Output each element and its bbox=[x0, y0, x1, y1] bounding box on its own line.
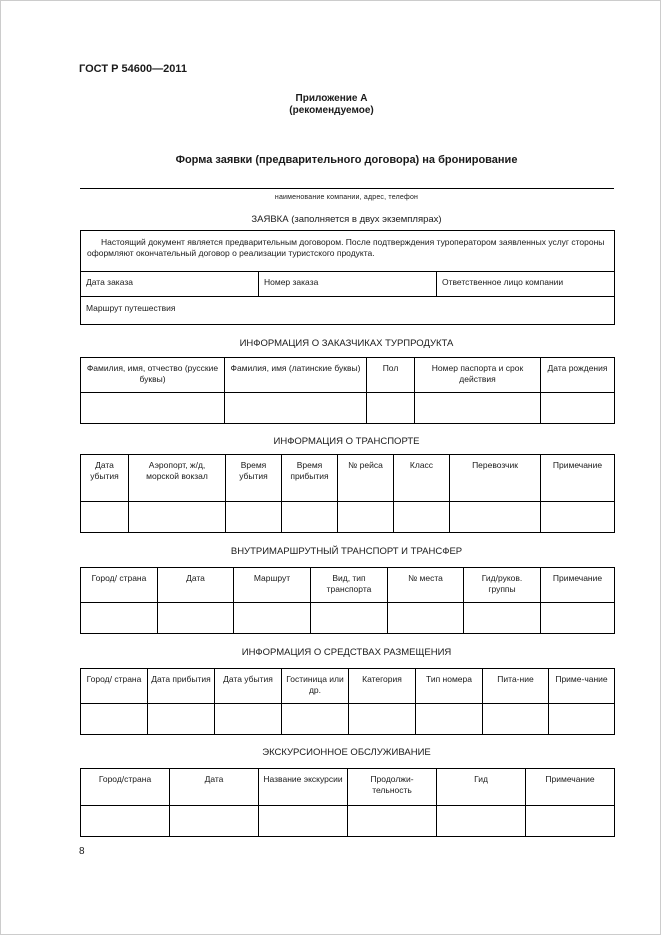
transport-table bbox=[80, 454, 615, 533]
empty-cell[interactable] bbox=[226, 502, 282, 533]
column-header: Фамилия, имя, отчество (русские буквы) bbox=[81, 358, 225, 393]
empty-cell[interactable] bbox=[234, 603, 311, 634]
empty-cell[interactable] bbox=[450, 502, 541, 533]
application-title: ЗАЯВКА (заполняется в двух экземплярах) bbox=[251, 214, 442, 225]
empty-cell[interactable] bbox=[483, 704, 549, 735]
column-header: Дата bbox=[158, 568, 234, 603]
column-header: Дата bbox=[170, 769, 259, 806]
empty-cell[interactable] bbox=[348, 806, 437, 837]
empty-cell[interactable] bbox=[129, 502, 226, 533]
empty-cell[interactable] bbox=[148, 704, 215, 735]
transport-title: ИНФОРМАЦИЯ О ТРАНСПОРТЕ bbox=[273, 436, 420, 447]
company-caption: наименование компании, адрес, телефон bbox=[274, 194, 419, 201]
empty-cell[interactable] bbox=[541, 393, 615, 424]
table-header-row bbox=[81, 769, 615, 806]
company-line bbox=[80, 188, 614, 189]
column-header: Приме-чание bbox=[549, 669, 615, 704]
empty-cell[interactable] bbox=[81, 502, 129, 533]
column-header: Дата рождения bbox=[541, 358, 615, 393]
empty-cell[interactable] bbox=[437, 806, 526, 837]
column-header: Номер паспорта и срок действия bbox=[415, 358, 541, 393]
empty-cell[interactable] bbox=[388, 603, 464, 634]
column-header: Пол bbox=[367, 358, 415, 393]
empty-cell[interactable] bbox=[541, 502, 615, 533]
table-row bbox=[81, 393, 615, 424]
empty-cell[interactable] bbox=[549, 704, 615, 735]
column-header: Класс bbox=[394, 455, 450, 502]
column-header: Время убытия bbox=[226, 455, 282, 502]
empty-cell[interactable] bbox=[225, 393, 367, 424]
empty-cell[interactable] bbox=[81, 603, 158, 634]
order-date-field[interactable]: Дата заказа bbox=[81, 272, 259, 297]
column-header: Перевозчик bbox=[450, 455, 541, 502]
table-row bbox=[81, 603, 615, 634]
table-row bbox=[81, 806, 615, 837]
empty-cell[interactable] bbox=[158, 603, 234, 634]
column-header: Примечание bbox=[541, 455, 615, 502]
table-header-row bbox=[81, 358, 615, 393]
accommodation-table bbox=[80, 668, 615, 735]
accommodation-title: ИНФОРМАЦИЯ О СРЕДСТВАХ РАЗМЕЩЕНИЯ bbox=[241, 647, 452, 658]
form-title: Форма заявки (предварительного договора) на бронирование bbox=[175, 154, 518, 166]
column-header: Дата убытия bbox=[215, 669, 282, 704]
empty-cell[interactable] bbox=[464, 603, 541, 634]
empty-cell[interactable] bbox=[81, 704, 148, 735]
table-header-row bbox=[81, 568, 615, 603]
column-header: Категория bbox=[349, 669, 416, 704]
annex-subtitle: (рекомендуемое) bbox=[289, 105, 374, 116]
route-transport-title: ВНУТРИМАРШРУТНЫЙ ТРАНСПОРТ И ТРАНСФЕР bbox=[230, 546, 463, 557]
application-notice: Настоящий документ является предварительным договором. После подтверждения туроператором заявленных услуг стороны оформляют окончательный договор о реализации туристского продукта. bbox=[81, 231, 615, 272]
empty-cell[interactable] bbox=[394, 502, 450, 533]
column-header: Дата прибытия bbox=[148, 669, 215, 704]
empty-cell[interactable] bbox=[367, 393, 415, 424]
column-header: Пита-ние bbox=[483, 669, 549, 704]
empty-cell[interactable] bbox=[526, 806, 615, 837]
column-header: Гид/руков. группы bbox=[464, 568, 541, 603]
column-header: Дата убытия bbox=[81, 455, 129, 502]
document-code: ГОСТ Р 54600—2011 bbox=[79, 63, 187, 75]
route-transport-table bbox=[80, 567, 615, 634]
empty-cell[interactable] bbox=[282, 704, 349, 735]
empty-cell[interactable] bbox=[415, 393, 541, 424]
column-header: № места bbox=[388, 568, 464, 603]
excursions-table bbox=[80, 768, 615, 837]
annex-title: Приложение А bbox=[295, 93, 368, 104]
column-header: Тип номера bbox=[416, 669, 483, 704]
customers-title: ИНФОРМАЦИЯ О ЗАКАЗЧИКАХ ТУРПРОДУКТА bbox=[239, 338, 454, 349]
empty-cell[interactable] bbox=[349, 704, 416, 735]
column-header: Название экскурсии bbox=[259, 769, 348, 806]
empty-cell[interactable] bbox=[215, 704, 282, 735]
empty-cell[interactable] bbox=[81, 393, 225, 424]
column-header: Аэропорт, ж/д, морской вокзал bbox=[129, 455, 226, 502]
column-header: Гостиница или др. bbox=[282, 669, 349, 704]
table-row bbox=[81, 704, 615, 735]
empty-cell[interactable] bbox=[170, 806, 259, 837]
table-header-row bbox=[81, 455, 615, 502]
application-table bbox=[80, 230, 615, 325]
order-number-field[interactable]: Номер заказа bbox=[259, 272, 437, 297]
empty-cell[interactable] bbox=[81, 806, 170, 837]
page-number: 8 bbox=[79, 846, 85, 857]
empty-cell[interactable] bbox=[541, 603, 615, 634]
excursions-title: ЭКСКУРСИОННОЕ ОБСЛУЖИВАНИЕ bbox=[262, 747, 431, 758]
column-header: Маршрут bbox=[234, 568, 311, 603]
column-header: Фамилия, имя (латинские буквы) bbox=[225, 358, 367, 393]
column-header: Вид, тип транспорта bbox=[311, 568, 388, 603]
empty-cell[interactable] bbox=[282, 502, 338, 533]
table-row bbox=[81, 502, 615, 533]
column-header: № рейса bbox=[338, 455, 394, 502]
table-header-row bbox=[81, 669, 615, 704]
column-header: Город/страна bbox=[81, 769, 170, 806]
column-header: Продолжи-тельность bbox=[348, 769, 437, 806]
empty-cell[interactable] bbox=[259, 806, 348, 837]
column-header: Время прибытия bbox=[282, 455, 338, 502]
responsible-person-field[interactable]: Ответственное лицо компании bbox=[437, 272, 615, 297]
empty-cell[interactable] bbox=[311, 603, 388, 634]
column-header: Примечание bbox=[541, 568, 615, 603]
column-header: Гид bbox=[437, 769, 526, 806]
customers-table bbox=[80, 357, 615, 424]
column-header: Примечание bbox=[526, 769, 615, 806]
route-field[interactable]: Маршрут путешествия bbox=[81, 297, 615, 325]
column-header: Город/ страна bbox=[81, 669, 148, 704]
column-header: Город/ страна bbox=[81, 568, 158, 603]
empty-cell[interactable] bbox=[416, 704, 483, 735]
empty-cell[interactable] bbox=[338, 502, 394, 533]
